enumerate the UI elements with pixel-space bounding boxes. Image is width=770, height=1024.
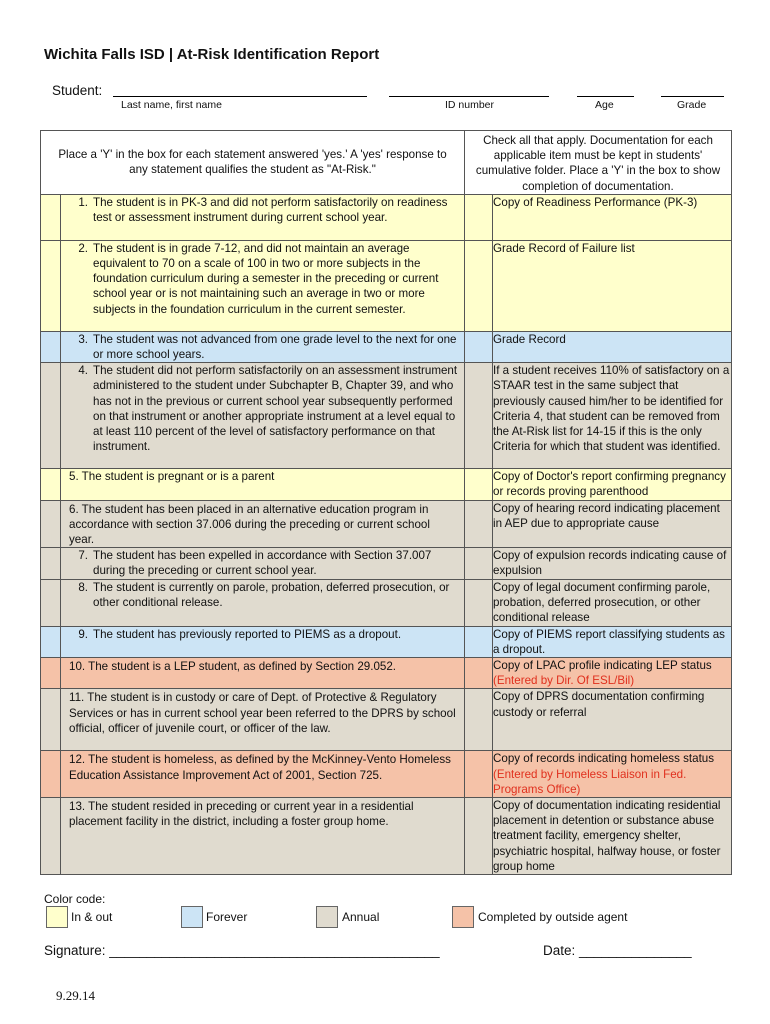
table-row: 2. The student is in grade 7-12, and did not maintain an average equivalent to 70 on a scale of 100 in two or more subjects in the foundation curriculum during a semester in the preceding or current school year or is not maintaining such an average in two or more subjects in the foundation curriculum in the current semester. Grade Record of Failure list [41, 240, 732, 331]
legend-title: Color code: [44, 892, 106, 906]
criteria-checkbox[interactable] [41, 194, 61, 240]
doc-checkbox[interactable] [465, 331, 493, 362]
doc-text: Copy of Readiness Performance (PK-3) [493, 194, 732, 240]
doc-checkbox[interactable] [465, 363, 493, 469]
doc-text: Copy of hearing record indicating placement in AEP due to appropriate cause [493, 500, 732, 548]
header-left: Place a 'Y' in the box for each statement answered 'yes.' A 'yes' response to any statement qualifies the student as "At-Risk." [41, 131, 465, 195]
criteria-text: The student has previously reported to PIEMS as a dropout. [93, 627, 402, 641]
doc-text: Copy of legal document confirming parole, probation, deferred prosecution, or other conditional release [493, 579, 732, 626]
age-caption: Age [595, 99, 614, 111]
criteria-text: 11. The student is in custody or care of Dept. of Protective & Regulatory Services or has in current school year been referred to the DPRS by school official, officer of juvenile court, or officer of the law. [61, 689, 465, 751]
signature-field[interactable]: Signature: ____________________________________________ [44, 943, 440, 958]
student-name-field[interactable] [113, 96, 367, 97]
criteria-checkbox[interactable] [41, 689, 61, 751]
student-label: Student: [52, 83, 103, 98]
table-row [41, 751, 732, 798]
version-date: 9.29.14 [56, 988, 95, 1003]
legend-label: In & out [71, 910, 113, 924]
doc-checkbox[interactable] [465, 798, 493, 875]
doc-text: Copy of DPRS documentation confirming custody or referral [493, 689, 732, 751]
doc-text: Copy of Doctor's report confirming pregnancy or records proving parenthood [493, 469, 732, 500]
grade-caption: Grade [677, 99, 707, 111]
criteria-checkbox[interactable] [41, 798, 61, 875]
table-row [41, 469, 732, 500]
date-field[interactable]: Date: _______________ [543, 943, 692, 958]
doc-checkbox[interactable] [465, 751, 493, 798]
criteria-text: 6. The student has been placed in an alternative education program in accordance with section 37.006 during the preceding or current school year. [61, 500, 465, 548]
table-row [41, 689, 732, 751]
criteria-checkbox[interactable] [41, 469, 61, 500]
table-row: 4. The student did not perform satisfactorily on an assessment instrument administered to the student under Subchapter B, Chapter 39, and who has not in the previous or current school year subsequently performed on that instrument or another appropriate instrument at a level equal to at least 110 percent of the level of satisfactory performance on that instrument. If a student receives 110% of satisfactory on a STAAR test in the same subject that previously caused him/her to be identified for Criteria 4, that student can be removed from the At-Risk list for 14-15 if this is the only Criteria for which that student was identified. [41, 363, 732, 469]
legend-swatch-outside-agent [452, 906, 474, 928]
criteria-checkbox[interactable] [41, 579, 61, 626]
legend-swatch-in-out [46, 906, 68, 928]
student-age-field[interactable] [577, 96, 634, 97]
criteria-text: The student was not advanced from one grade level to the next for one or more school years. [93, 332, 457, 362]
criteria-checkbox[interactable] [41, 658, 61, 689]
criteria-text: The student is in PK-3 and did not perform satisfactorily on readiness test or assessment instrument during current school year. [93, 195, 448, 225]
criteria-checkbox[interactable] [41, 548, 61, 579]
doc-text: Copy of expulsion records indicating cause of expulsion [493, 548, 732, 579]
doc-text: Grade Record [493, 331, 732, 362]
legend-label: Completed by outside agent [478, 910, 628, 924]
doc-checkbox[interactable] [465, 626, 493, 657]
doc-checkbox[interactable] [465, 689, 493, 751]
criteria-checkbox[interactable] [41, 626, 61, 657]
doc-text: Grade Record of Failure list [493, 240, 732, 331]
legend-label: Annual [342, 910, 380, 924]
doc-checkbox[interactable] [465, 500, 493, 548]
table-row: 7. The student has been expelled in accordance with Section 37.007 during the preceding or current school year. Copy of expulsion records indicating cause of expulsion [41, 548, 732, 579]
legend-swatch-forever [181, 906, 203, 928]
table-row: 8. The student is currently on parole, probation, deferred prosecution, or other conditional release. Copy of legal document confirming parole, probation, deferred prosecution, or other conditional release [41, 579, 732, 626]
criteria-checkbox[interactable] [41, 331, 61, 362]
doc-checkbox[interactable] [465, 658, 493, 689]
criteria-checkbox[interactable] [41, 751, 61, 798]
doc-checkbox[interactable] [465, 194, 493, 240]
student-id-field[interactable] [389, 96, 549, 97]
doc-text: Copy of records indicating homeless status (Entered by Homeless Liaison in Fed. Programs Office) [493, 751, 732, 798]
table-header-row [41, 131, 732, 195]
id-caption: ID number [445, 99, 495, 111]
doc-checkbox[interactable] [465, 548, 493, 579]
header-right: Check all that apply. Documentation for each applicable item must be kept in students' cumulative folder. Place a 'Y' in the box to show completion of documentation. [465, 131, 732, 195]
criteria-text: 12. The student is homeless, as defined by the McKinney-Vento Homeless Education Assistance Improvement Act of 2001, Section 725. [61, 751, 465, 798]
criteria-text: The student did not perform satisfactorily on an assessment instrument administered to the student under Subchapter B, Chapter 39, and who has not in the previous or current school year subsequently performed on that instrument or another appropriate instrument at a level equal to at least 110 percent of the level of satisfactory performance on that instrument. [93, 364, 458, 454]
table-row: 9. The student has previously reported to PIEMS as a dropout. Copy of PIEMS report classifying students as a dropout. [41, 626, 732, 657]
name-caption: Last name, first name [121, 99, 222, 111]
criteria-text: 13. The student resided in preceding or current year in a residential placement facility in the district, including a foster group home. [61, 798, 465, 875]
student-grade-field[interactable] [661, 96, 724, 97]
criteria-text: The student is currently on parole, probation, deferred prosecution, or other conditional release. [93, 580, 450, 609]
doc-text: Copy of PIEMS report classifying students as a dropout. [493, 626, 732, 657]
legend-swatch-annual [316, 906, 338, 928]
doc-text: Copy of documentation indicating residential placement in detention or substance abuse treatment facility, emergency shelter, psychiatric hospital, halfway house, or foster group home [493, 798, 732, 875]
criteria-text: 5. The student is pregnant or is a parent [61, 469, 465, 500]
table-row: 1. The student is in PK-3 and did not perform satisfactorily on readiness test or assessment instrument during current school year. Copy of Readiness Performance (PK-3) [41, 194, 732, 240]
outside-agent-note: (Entered by Homeless Liaison in Fed. Programs Office) [493, 767, 687, 796]
table-row [41, 500, 732, 548]
doc-checkbox[interactable] [465, 579, 493, 626]
table-row [41, 658, 732, 689]
criteria-text: 10. The student is a LEP student, as defined by Section 29.052. [61, 658, 465, 689]
legend-label: Forever [206, 910, 248, 924]
criteria-checkbox[interactable] [41, 240, 61, 331]
criteria-checkbox[interactable] [41, 500, 61, 548]
page-title: Wichita Falls ISD | At-Risk Identification Report [44, 46, 380, 63]
doc-text: If a student receives 110% of satisfactory on a STAAR test in the same subject that previously caused him/her to be identified for Criteria 4, that student can be removed from the At-Risk list for 14-15 if this is the only Criteria for which that student was identified. [493, 363, 732, 469]
outside-agent-note: (Entered by Dir. Of ESL/Bil) [493, 674, 635, 688]
doc-checkbox[interactable] [465, 469, 493, 500]
criteria-checkbox[interactable] [41, 363, 61, 469]
criteria-text: The student is in grade 7-12, and did not maintain an average equivalent to 70 on a scale of 100 in two or more subjects in the foundation curriculum during a semester in the preceding or current school year or is not maintaining such an average in two or more subjects in the foundation curriculum in the current semester. [93, 241, 439, 316]
at-risk-criteria-table [40, 130, 732, 875]
table-row [41, 798, 732, 875]
doc-text: Copy of LPAC profile indicating LEP status (Entered by Dir. Of ESL/Bil) [493, 658, 732, 689]
criteria-text: The student has been expelled in accordance with Section 37.007 during the preceding or current school year. [93, 549, 432, 578]
table-row: 3. The student was not advanced from one grade level to the next for one or more school years. Grade Record [41, 331, 732, 362]
doc-checkbox[interactable] [465, 240, 493, 331]
